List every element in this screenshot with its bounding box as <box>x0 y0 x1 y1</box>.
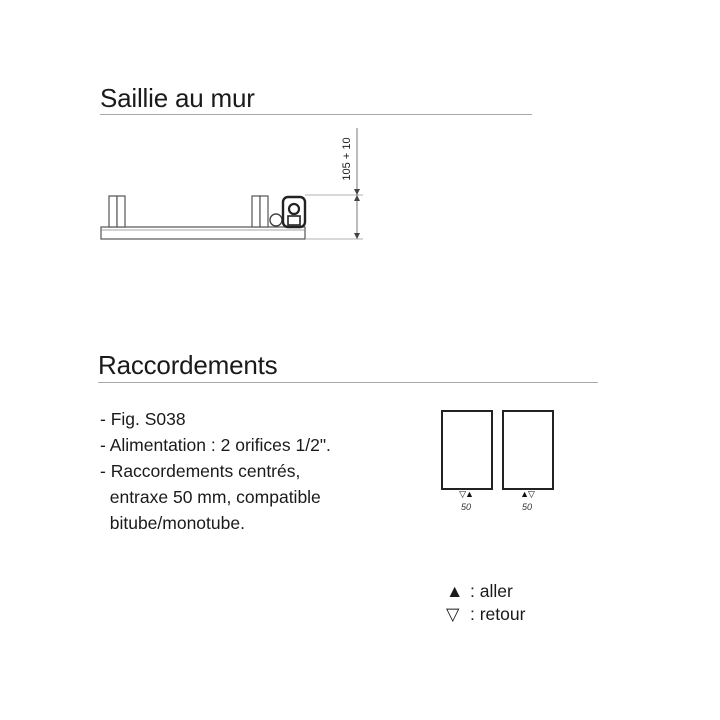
entraxe-value-right: 50 <box>521 502 532 512</box>
bullet-bitube: bitube/monotube. <box>100 513 245 533</box>
radiator-diagram-right <box>502 410 554 490</box>
flow-arrows-right: ▲▽ <box>520 489 534 499</box>
section-title-saillie: Saillie au mur <box>100 83 255 113</box>
hollow-triangle-icon: ▽ <box>446 604 460 624</box>
bullet-entraxe: entraxe 50 mm, compatible <box>100 487 321 507</box>
legend-retour-label: : retour <box>470 604 526 624</box>
bullet-fig: - Fig. S038 <box>100 409 186 429</box>
flow-arrows-left: ▽▲ <box>459 489 473 499</box>
filled-triangle-icon: ▲ <box>446 581 464 601</box>
dimension-label: 105 + 10 <box>341 137 353 181</box>
section-title-raccordements: Raccordements <box>98 350 278 380</box>
bullet-alimentation: - Alimentation : 2 orifices 1/2". <box>100 435 331 455</box>
section-divider <box>100 114 532 115</box>
wall-projection-drawing <box>95 120 375 250</box>
legend-aller-label: : aller <box>470 581 513 601</box>
bullet-raccordements: - Raccordements centrés, <box>100 461 301 481</box>
radiator-diagram-left <box>441 410 493 490</box>
flow-legend <box>446 580 525 626</box>
legend-retour <box>446 603 525 626</box>
connection-specs <box>100 406 331 536</box>
entraxe-value-left: 50 <box>460 502 471 512</box>
legend-aller <box>446 580 525 603</box>
section-divider <box>98 382 598 383</box>
